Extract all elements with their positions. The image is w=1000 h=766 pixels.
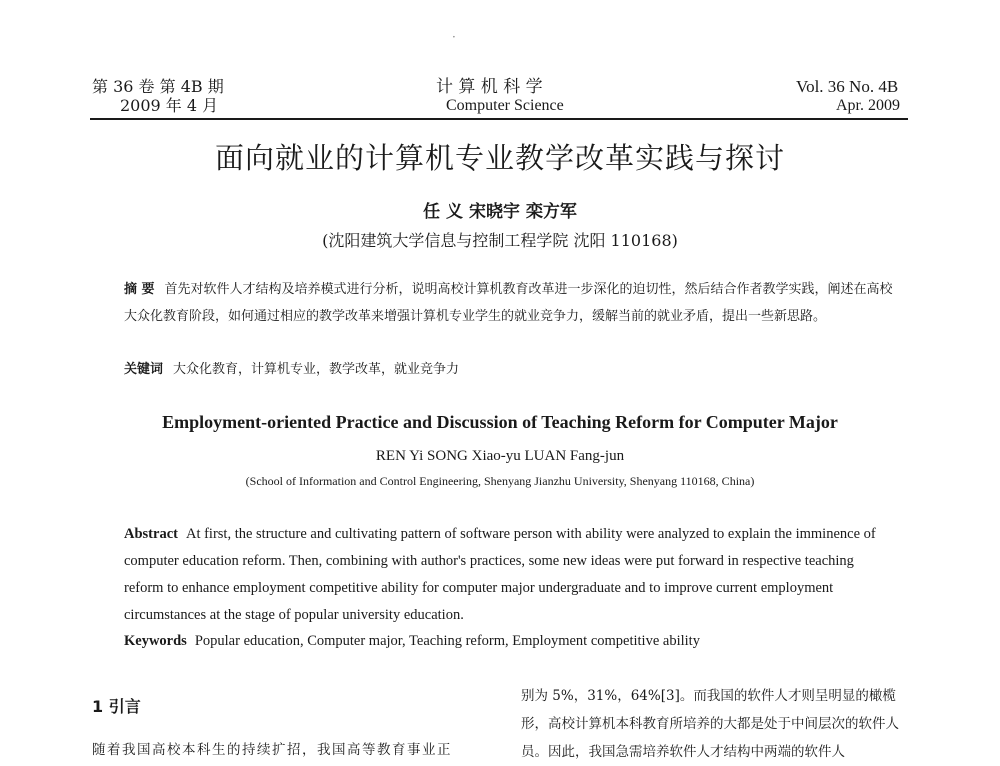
section-heading: 1 引言 (92, 697, 141, 716)
english-authors: REN Yi SONG Xiao-yu LUAN Fang-jun (375, 448, 625, 464)
top-mark: · (452, 30, 456, 44)
cn-abstract-label: 摘 要 (124, 282, 155, 297)
journal-name-cn: 计 算 机 科 学 (436, 77, 543, 97)
header-rule (90, 118, 908, 120)
abstract-text: At first, the structure and cultivating pattern of software person with ability were analyzed to explain the imminence of computer education reform. Then, combining with author's practices, some new ideas were put forward in respective teaching reform to enhance employment competitive ability for computer major undergraduate and to improve current employment circumstances at the stage of popular university education. (124, 526, 876, 623)
volume-issue: 第 36 卷 第 4B 期 (92, 77, 224, 96)
cn-abstract-text: 首先对软件人才结构及培养模式进行分析，说明高校计算机教育改革进一步深化的迫切性，然后结合作者教学实践，阐述在高校大众化教育阶段，如何通过相应的教学改革来增强计算机专业学生的就业竞争力，缓解当前的就业矛盾，提出一些新思路。 (124, 282, 893, 324)
cn-abstract (124, 276, 894, 330)
date-en: Apr. 2009 (836, 97, 900, 114)
journal-name-en: Computer Science (446, 97, 564, 114)
english-keywords (124, 628, 894, 655)
cn-keywords (124, 356, 894, 383)
paper-title: 面向就业的计算机专业教学改革实践与探讨 (214, 141, 785, 175)
english-abstract (124, 521, 894, 629)
english-affiliation: (School of Information and Control Engineering, Shenyang Jianzhu University, Shenyang 110168, China) (245, 474, 755, 488)
cn-keywords-label: 关键词 (124, 362, 164, 377)
volume-en: Vol. 36 No. 4B (796, 77, 899, 96)
keywords-label: Keywords (124, 633, 187, 649)
cn-keywords-text: 大众化教育，计算机专业，教学改革，就业竞争力 (173, 362, 460, 377)
publish-date: 2009 年 4 月 (120, 96, 219, 115)
keywords-text: Popular education, Computer major, Teaching reform, Employment competitive ability (194, 633, 700, 649)
affiliation: (沈阳建筑大学信息与控制工程学院 沈阳 110168) (322, 231, 678, 250)
authors: 任 义 宋晓宇 栾方军 (423, 202, 577, 222)
body-text-right: 别为 5%，31%，64%[3]。而我国的软件人才则呈明显的橄榄形，高校计算机本科教育所培养的大都是处于中间层次的软件人员。因此，我国急需培养软件人才结构中两端的软件人 (521, 688, 899, 760)
english-title: Employment-oriented Practice and Discussion of Teaching Reform for Computer Major (162, 412, 838, 432)
abstract-label: Abstract (124, 526, 178, 542)
body-text-left: 随着我国高校本科生的持续扩招，我国高等教育事业正 (92, 742, 452, 758)
